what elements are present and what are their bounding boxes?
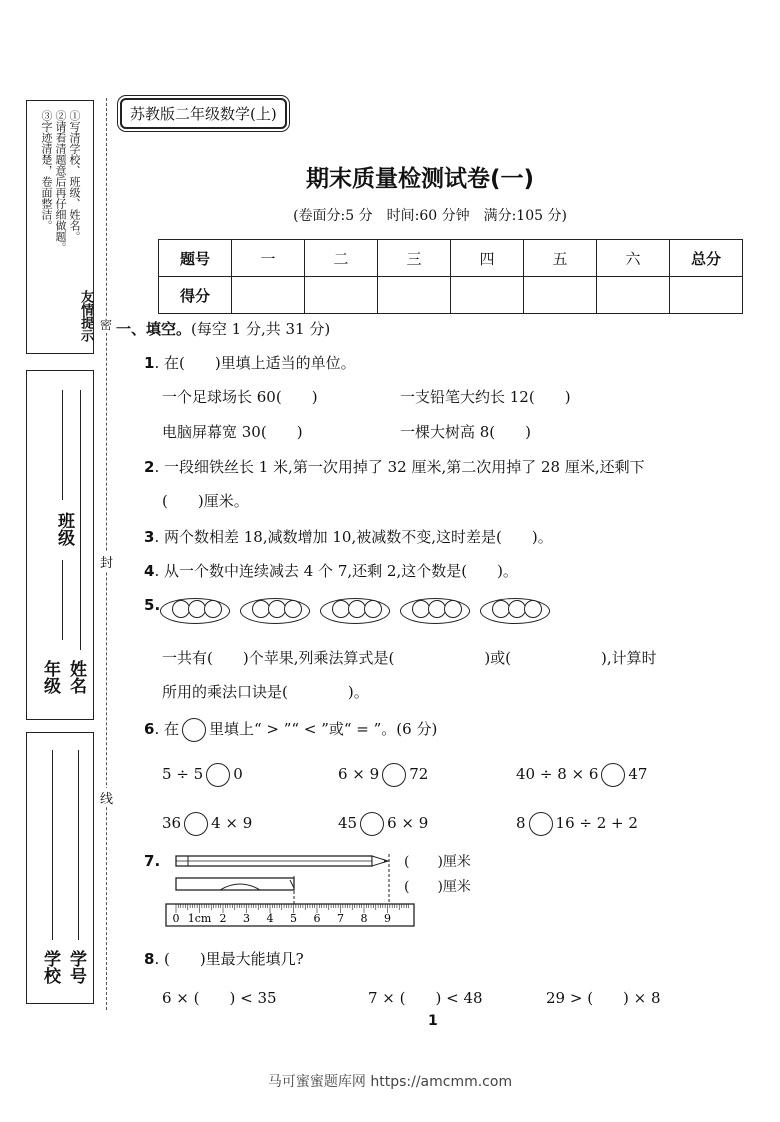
- apple-plate-icon: [160, 594, 230, 624]
- question-3: [144, 526, 553, 547]
- ruler-label: 7: [337, 912, 344, 925]
- apple-icon: [204, 600, 222, 618]
- seal-mi: 密: [100, 318, 113, 332]
- edition-badge-text: 苏教版二年级数学(上): [130, 105, 277, 123]
- answer-circle[interactable]: [184, 812, 208, 836]
- score-col-3: 三: [378, 240, 451, 277]
- compare-left: 36: [162, 814, 182, 832]
- question-1-d: 一棵大树高 8( ): [400, 423, 532, 441]
- ruler-label: 8: [360, 912, 368, 925]
- section-1-note: (每空 1 分,共 31 分): [191, 320, 331, 338]
- name-line: [80, 390, 81, 650]
- question-3-number: 3: [144, 528, 155, 546]
- id-label: 学号: [66, 950, 86, 984]
- apple-icon: [284, 600, 302, 618]
- question-1-number: 1: [144, 354, 155, 372]
- question-8-a: 6 × ( ) < 35: [162, 989, 277, 1007]
- notice-item-3: ③字迹清楚，卷面整洁。: [40, 110, 53, 231]
- pencil-icon: [176, 856, 388, 866]
- question-7-answer-2: ( )厘米: [404, 879, 471, 895]
- question-2-line1: . 一段细铁丝长 1 米,第一次用掉了 32 厘米,第二次用掉了 28 厘米,还剩下: [154, 458, 645, 476]
- notice-item-2: ②请看清题意后再仔细做题。: [54, 110, 67, 253]
- apple-plates: [160, 594, 560, 628]
- grade-label: 年级: [40, 660, 60, 694]
- section-1-title: 一、填空。: [116, 320, 192, 338]
- compare-right: 6 × 9: [387, 814, 429, 832]
- compare-right: 4 × 9: [211, 814, 253, 832]
- score-col-1: 一: [232, 240, 305, 277]
- question-8-number: 8: [144, 950, 155, 968]
- eraser-strip-icon: [176, 878, 294, 890]
- compare-right: 72: [409, 765, 429, 783]
- ruler-icon: [166, 904, 414, 926]
- notice-title: 友情提示: [78, 290, 93, 342]
- question-5-line1: 一共有( )个苹果,列乘法算式是( )或( ),计算时: [162, 649, 657, 667]
- question-2-line2: ( )厘米。: [162, 492, 249, 510]
- apple-icon: [444, 600, 462, 618]
- ruler-label: 0: [172, 912, 180, 925]
- ruler-label: 2: [219, 912, 227, 925]
- compare-right: 0: [233, 765, 243, 783]
- score-cell[interactable]: [597, 277, 670, 314]
- score-cell[interactable]: [305, 277, 378, 314]
- compare-item-3: [516, 763, 647, 787]
- class-line-2: [62, 560, 63, 640]
- question-4: [144, 560, 518, 581]
- class-label: 班级: [54, 512, 74, 546]
- school-label: 学校: [40, 950, 60, 984]
- section-1-heading: [116, 318, 330, 339]
- score-col-2: 二: [305, 240, 378, 277]
- question-3-text: . 两个数相差 18,减数增加 10,被减数不变,这时差是( )。: [154, 528, 553, 546]
- score-cell[interactable]: [670, 277, 743, 314]
- score-row-label-number: 题号: [159, 240, 232, 277]
- apple-plate-icon: [240, 594, 310, 624]
- compare-left: 5 ÷ 5: [162, 765, 204, 783]
- ruler-label: 1cm: [187, 912, 212, 925]
- ruler-label: 9: [384, 912, 391, 925]
- question-4-number: 4: [144, 562, 155, 580]
- question-6-stem-a: . 在: [154, 720, 179, 738]
- compare-right: 47: [628, 765, 648, 783]
- question-6: [144, 718, 437, 742]
- question-4-text: . 从一个数中连续减去 4 个 7,还剩 2,这个数是( )。: [154, 562, 518, 580]
- ruler-label: 3: [243, 912, 250, 925]
- score-cell[interactable]: [524, 277, 597, 314]
- name-label: 姓名: [66, 660, 86, 694]
- question-6-number: 6: [144, 720, 155, 738]
- question-8-b: 7 × ( ) < 48: [368, 989, 483, 1007]
- school-line: [52, 750, 53, 940]
- question-6-stem-b: 里填上“ > ”“ < ”或“ = ”。(6 分): [208, 720, 438, 738]
- apple-plate-icon: [480, 594, 550, 624]
- compare-left: 6 × 9: [338, 765, 380, 783]
- apple-icon: [524, 600, 542, 618]
- score-table-header-row: [159, 240, 743, 277]
- compare-item-5: [338, 812, 428, 836]
- score-table: [158, 239, 743, 314]
- compare-item-1: [162, 763, 243, 787]
- question-7-answer-1: ( )厘米: [404, 854, 471, 870]
- question-1-c: 电脑屏幕宽 30( ): [162, 423, 303, 441]
- score-col-total: 总分: [670, 240, 743, 277]
- compare-item-6: [516, 812, 638, 836]
- score-row-label-score: 得分: [159, 277, 232, 314]
- ruler-figure: [160, 846, 420, 932]
- apple-plate-icon: [400, 594, 470, 624]
- compare-left: 45: [338, 814, 358, 832]
- question-2: [144, 456, 645, 477]
- apple-plate-icon: [320, 594, 390, 624]
- answer-circle[interactable]: [382, 763, 406, 787]
- answer-circle[interactable]: [360, 812, 384, 836]
- answer-circle[interactable]: [529, 812, 553, 836]
- score-cell[interactable]: [451, 277, 524, 314]
- question-1: [144, 352, 356, 373]
- ruler-label: 6: [313, 912, 321, 925]
- answer-circle[interactable]: [206, 763, 230, 787]
- question-2-number: 2: [144, 458, 155, 476]
- class-line: [62, 390, 63, 500]
- ruler-label: 5: [290, 912, 297, 925]
- question-5-number: 5: [144, 596, 155, 614]
- compare-item-4: [162, 812, 252, 836]
- compare-left: 8: [516, 814, 526, 832]
- watermark-footer: 马可蜜蜜题库网 https://amcmm.com: [267, 1074, 513, 1090]
- edition-badge: [120, 98, 287, 129]
- compare-left: 40 ÷ 8 × 6: [516, 765, 599, 783]
- compare-right: 16 ÷ 2 + 2: [555, 814, 638, 832]
- score-col-4: 四: [451, 240, 524, 277]
- score-cell[interactable]: [378, 277, 451, 314]
- id-line: [78, 750, 79, 940]
- question-7-number: 7: [144, 852, 155, 870]
- question-5-line2: 所用的乘法口诀是( )。: [162, 683, 369, 701]
- question-8: [144, 948, 304, 969]
- question-1-a: 一个足球场长 60( ): [162, 388, 318, 406]
- question-1-b: 一支铅笔大约长 12( ): [400, 388, 571, 406]
- compare-circle-icon: [182, 718, 206, 742]
- score-col-5: 五: [524, 240, 597, 277]
- page-number: 1: [428, 1013, 438, 1029]
- question-8-c: 29 > ( ) × 8: [546, 989, 661, 1007]
- score-cell[interactable]: [232, 277, 305, 314]
- seal-feng: 封: [100, 552, 113, 571]
- question-1-stem: . 在( )里填上适当的单位。: [154, 354, 356, 372]
- apple-icon: [364, 600, 382, 618]
- ruler-label: 4: [266, 912, 274, 925]
- seal-xian: 线: [100, 788, 113, 807]
- question-8-stem: . ( )里最大能填几?: [154, 950, 304, 968]
- exam-meta: (卷面分:5 分 时间:60 分钟 满分:105 分): [293, 208, 567, 224]
- question-7: 7.: [144, 852, 161, 870]
- score-col-6: 六: [597, 240, 670, 277]
- notice-item-1: ①写清学校、班级、姓名。: [68, 110, 81, 242]
- page-title: 期末质量检测试卷(一): [305, 166, 535, 192]
- answer-circle[interactable]: [601, 763, 625, 787]
- score-table-score-row: [159, 277, 743, 314]
- question-5: 5.: [144, 596, 161, 614]
- compare-item-2: [338, 763, 428, 787]
